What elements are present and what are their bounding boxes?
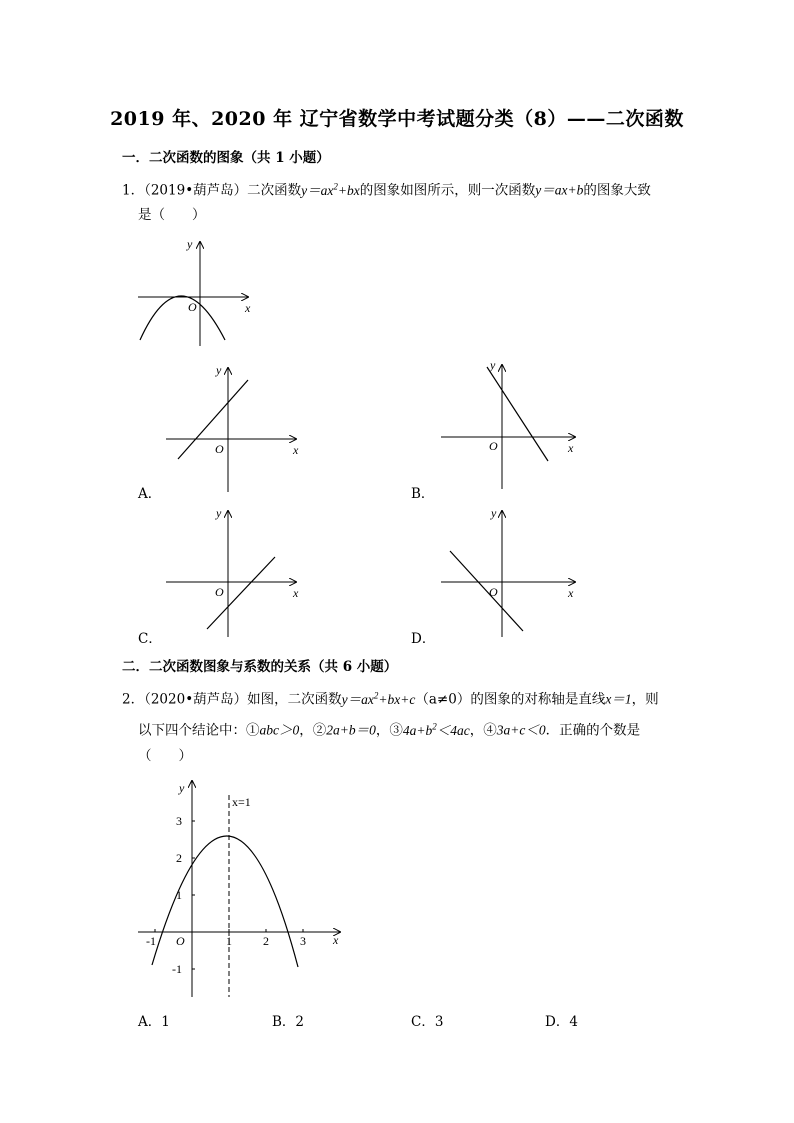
origin-label: O bbox=[188, 300, 197, 314]
q2-text-b: 的图象的对称轴是直线 bbox=[470, 691, 606, 708]
page-title: 2019 年、2020 年 辽宁省数学中考试题分类（8）——二次函数 bbox=[110, 108, 684, 130]
q1-parabola-graph bbox=[130, 232, 265, 350]
x-axis-label: x bbox=[568, 441, 574, 455]
option-a-label[interactable]: A． bbox=[138, 486, 162, 502]
q2-option-d[interactable]: D．4 bbox=[545, 1014, 578, 1030]
question-2-line-2: 以下四个结论中：①abc＞0，②2a+b＝0，$③4a+b^2<4ac$，④3a+c＜0．正确的个数是 bbox=[138, 721, 641, 739]
q2-axis-equation: x＝1 bbox=[605, 691, 632, 707]
q2-text-a: 如图，二次函数 bbox=[247, 691, 342, 708]
q2-option-b[interactable]: B．2 bbox=[272, 1014, 305, 1030]
option-d-graph bbox=[435, 503, 585, 641]
q2-option-c[interactable]: C．3 bbox=[411, 1014, 444, 1030]
origin-label: O bbox=[176, 934, 185, 948]
option-b-graph bbox=[435, 355, 585, 490]
line-graph bbox=[178, 380, 248, 459]
q1-number: 1． bbox=[122, 182, 145, 199]
q2-conclusion-3: $4a+b^2<4ac$ bbox=[402, 721, 470, 738]
option-a-graph bbox=[160, 360, 305, 495]
option-b-label[interactable]: B． bbox=[411, 486, 435, 502]
q2-option-a[interactable]: A．1 bbox=[138, 1014, 170, 1030]
symmetry-axis-label: x=1 bbox=[232, 795, 251, 809]
question-1-line-2: 是（ ） bbox=[138, 207, 206, 223]
origin-label: O bbox=[489, 439, 498, 453]
option-c-label[interactable]: C． bbox=[138, 631, 162, 647]
x-tick-label: 2 bbox=[263, 934, 269, 948]
q1-equation-2: y＝ax+b bbox=[535, 182, 584, 198]
q2-number: 2． bbox=[122, 691, 145, 708]
y-tick-label: 1 bbox=[176, 888, 182, 902]
q2-equation: $y=ax^2+bx+c$ bbox=[341, 690, 416, 707]
x-tick-label: 3 bbox=[300, 934, 306, 948]
question-2-line-1 bbox=[122, 683, 659, 712]
q1-text-b: 的图象如图所示，则一次函数 bbox=[359, 182, 536, 199]
q1-text-a: 二次函数 bbox=[247, 182, 302, 199]
y-tick-label: 3 bbox=[176, 814, 182, 828]
question-1-line-1 bbox=[122, 174, 651, 203]
q2-conclusion-2: 2a+b＝0 bbox=[326, 722, 376, 738]
x-axis-label: x bbox=[333, 933, 339, 947]
x-axis-label: x bbox=[568, 586, 574, 600]
q2-conclusion-1: abc＞0 bbox=[259, 722, 300, 738]
question-2-line-3: （ ） bbox=[138, 748, 192, 764]
x-axis-label: x bbox=[293, 586, 299, 600]
x-axis-label: x bbox=[245, 301, 251, 315]
y-axis-label: y bbox=[216, 506, 222, 520]
q2-parabola-graph bbox=[130, 775, 355, 1000]
y-axis-label: y bbox=[187, 237, 193, 251]
x-axis-label: x bbox=[293, 443, 299, 457]
y-axis-label: y bbox=[179, 781, 185, 795]
origin-label: O bbox=[489, 585, 498, 599]
parabola-curve bbox=[152, 836, 298, 967]
y-axis-label: y bbox=[216, 363, 222, 377]
origin-label: O bbox=[215, 585, 224, 599]
section-heading-1: 一．二次函数的图象（共 1 小题） bbox=[122, 150, 330, 166]
x-tick-label: -1 bbox=[146, 934, 156, 948]
y-axis-label: y bbox=[491, 506, 497, 520]
option-d-label[interactable]: D． bbox=[411, 631, 436, 647]
q2-text-c: ，则 bbox=[631, 691, 659, 708]
x-tick-label: 1 bbox=[226, 934, 232, 948]
q1-source: （2019•葫芦岛） bbox=[144, 182, 248, 199]
section-heading-2: 二．二次函数图象与系数的关系（共 6 小题） bbox=[122, 659, 398, 675]
q2-condition: （a≠0） bbox=[415, 691, 471, 708]
y-tick-label: -1 bbox=[172, 962, 182, 976]
origin-label: O bbox=[215, 442, 224, 456]
option-c-graph bbox=[160, 503, 305, 641]
line-graph bbox=[450, 551, 523, 631]
y-axis-label: y bbox=[490, 358, 496, 372]
q1-text-c: 的图象大致 bbox=[583, 182, 651, 199]
q1-equation-1: $y=ax^2+bx$ bbox=[301, 181, 360, 198]
q2-source: （2020•葫芦岛） bbox=[144, 691, 248, 708]
q2-conclusion-4: 3a+c＜0 bbox=[496, 722, 546, 738]
parabola-curve bbox=[140, 296, 225, 340]
y-tick-label: 2 bbox=[176, 851, 182, 865]
